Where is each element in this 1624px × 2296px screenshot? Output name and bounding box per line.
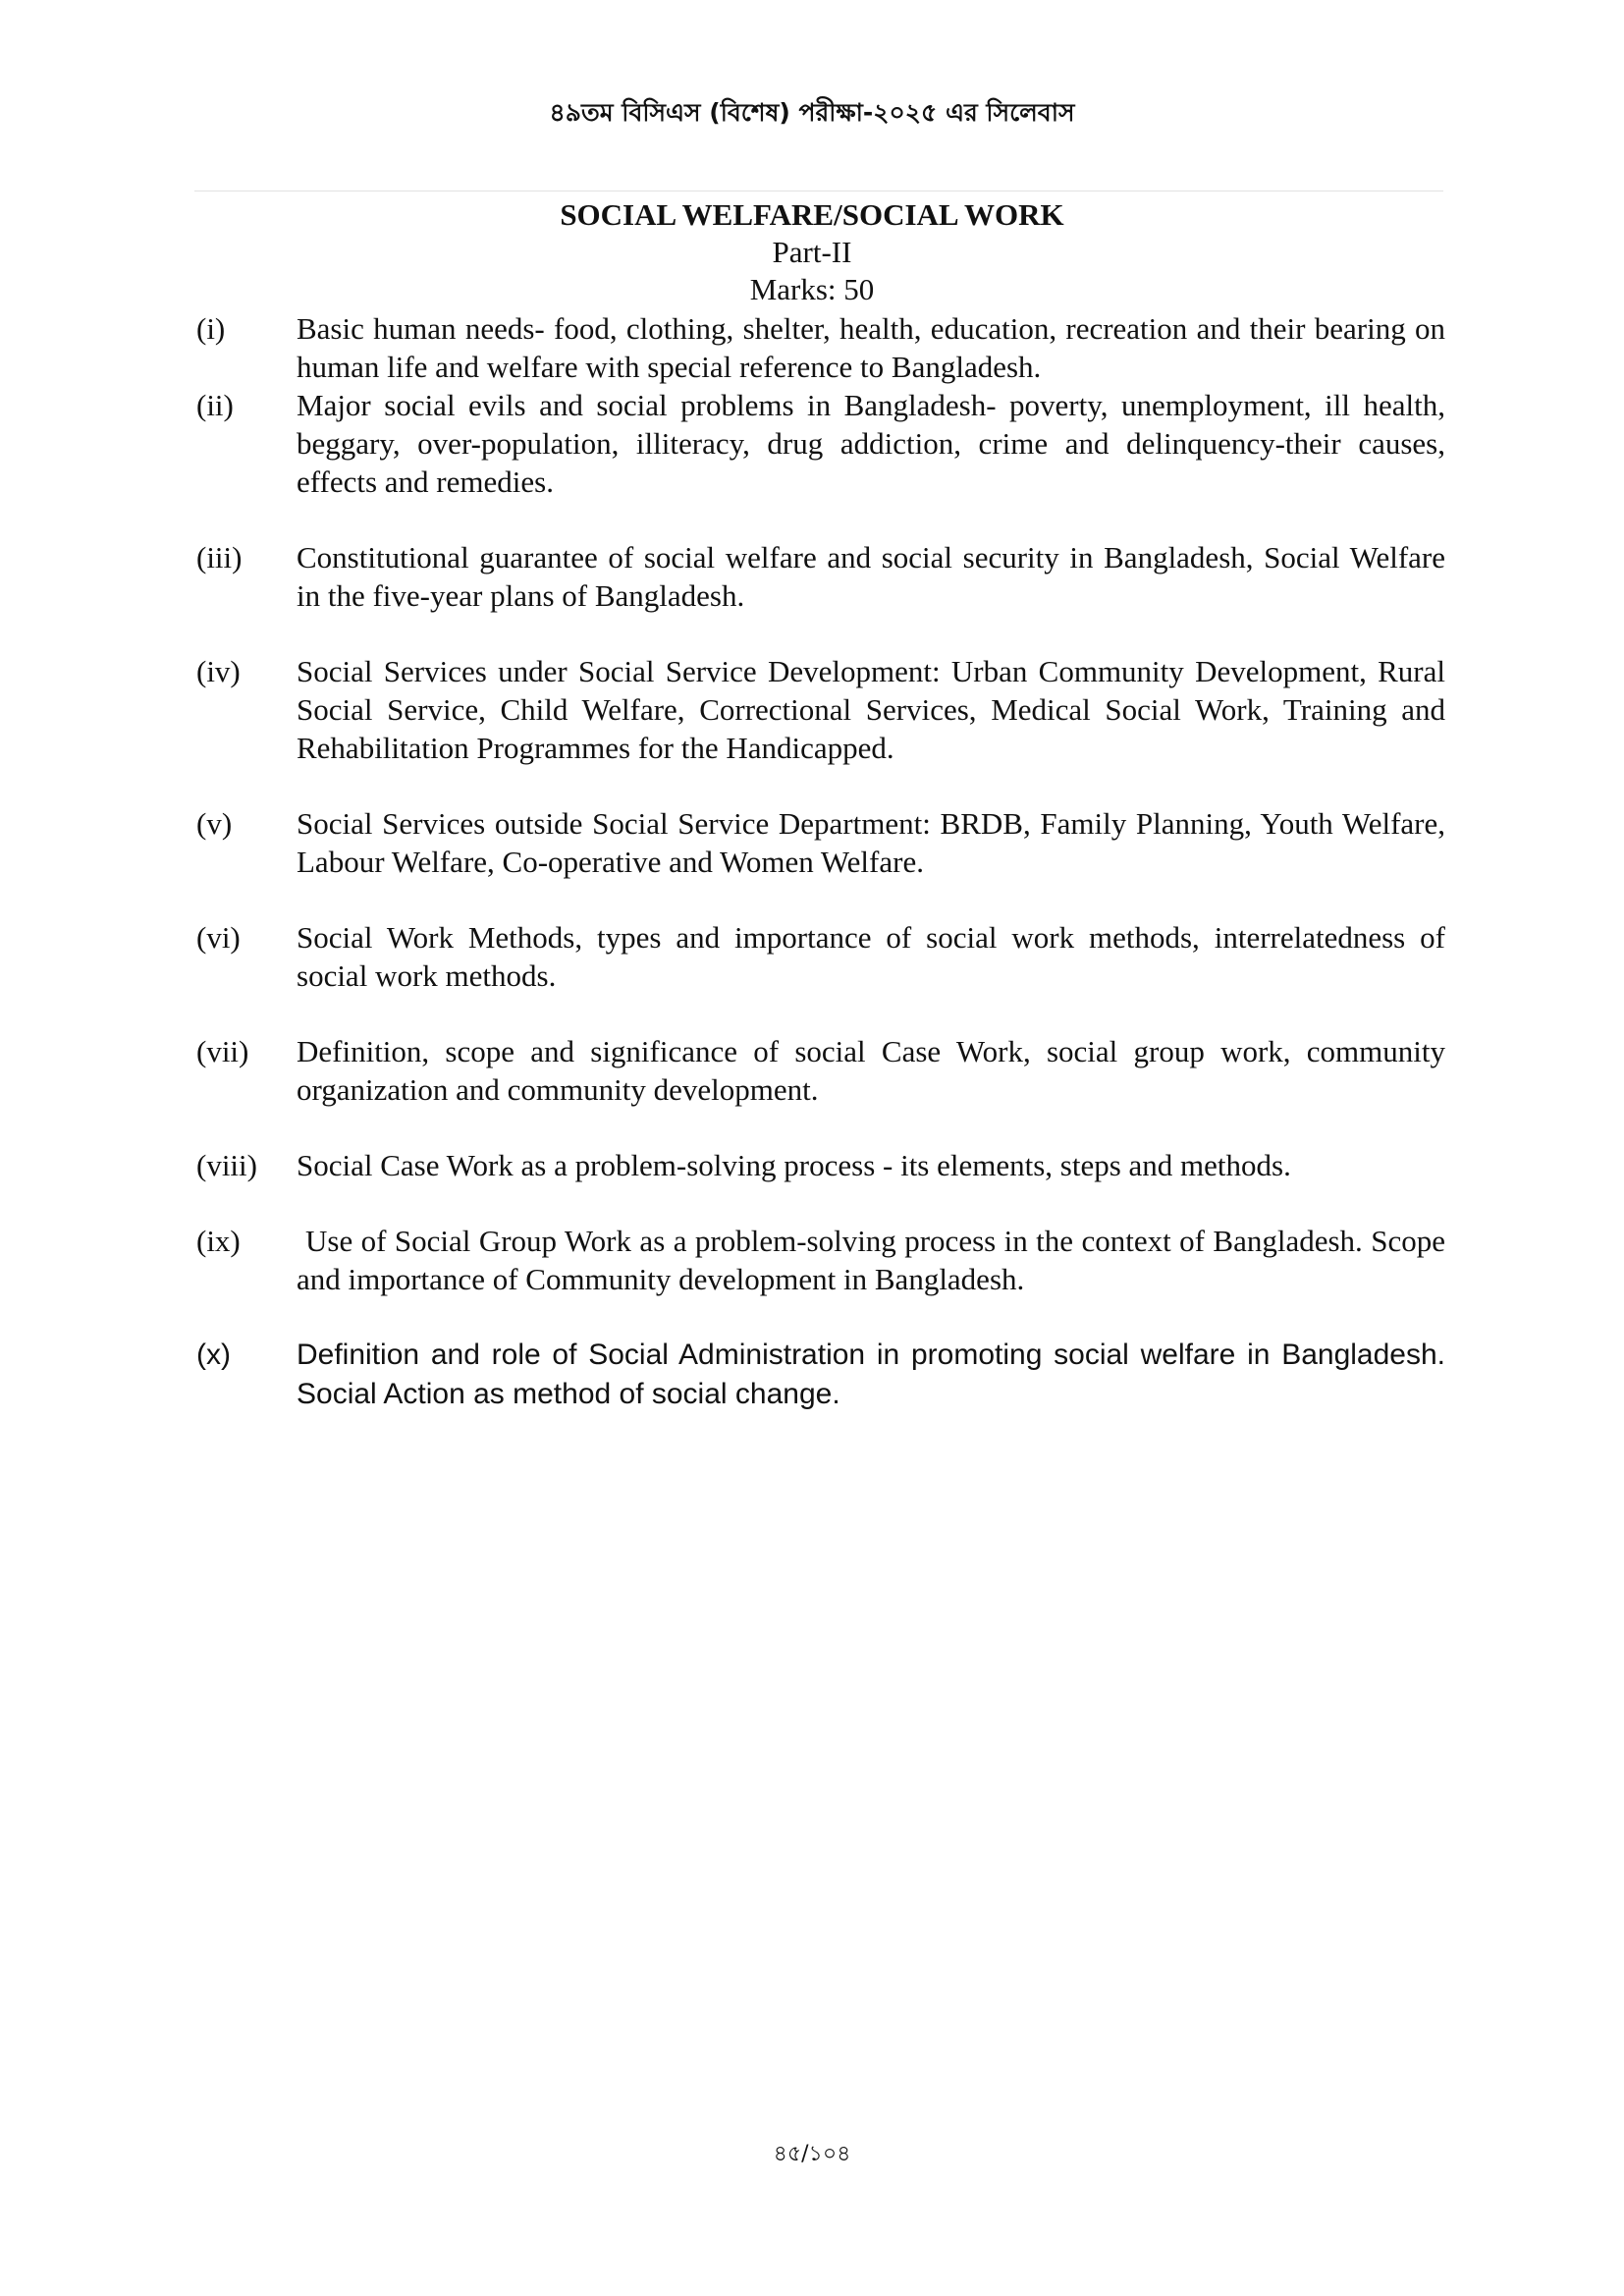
- topic-text: Major social evils and social problems in Bangladesh- poverty, unemployment, ill health, beggary, over-population, illiteracy, drug addiction, crime and delinquency-their causes, effects and remedies.: [297, 388, 1445, 499]
- topic-number: (vii): [196, 1034, 249, 1068]
- page-number: [0, 2140, 1624, 2169]
- topic-text: Definition, scope and significance of social Case Work, social group work, community organization and community development.: [297, 1034, 1445, 1107]
- topic-item: [196, 1146, 1445, 1184]
- topic-item: [196, 1222, 1445, 1298]
- part-label: Part-II: [772, 235, 852, 269]
- topic-item: [196, 1336, 1445, 1414]
- topic-number: (iii): [196, 540, 243, 574]
- topic-text: Social Work Methods, types and importance of social work methods, interrelatedness of social work methods.: [297, 920, 1445, 993]
- topic-item: [196, 1032, 1445, 1109]
- topic-text: Basic human needs- food, clothing, shelter, health, education, recreation and their bearing on human life and welfare with special reference to Bangladesh.: [297, 311, 1445, 384]
- topic-number: (viii): [196, 1148, 257, 1182]
- topic-number: (v): [196, 806, 233, 841]
- header-title: ৪৯তম বিসিএস (বিশেষ) পরীক্ষা-২০২৫ এর সিলেবাস: [549, 98, 1075, 127]
- page-number-text: ৪৫/১০৪: [773, 2142, 851, 2166]
- topic-number: (vi): [196, 920, 241, 955]
- topic-number: (ii): [196, 388, 234, 422]
- topic-item: [196, 804, 1445, 881]
- topic-number: (iv): [196, 654, 241, 688]
- subject-title: SOCIAL WELFARE/SOCIAL WORK: [560, 197, 1064, 232]
- topic-text: Social Services outside Social Service Department: BRDB, Family Planning, Youth Welfare, Labour Welfare, Co-operative and Women Welfare.: [297, 806, 1445, 879]
- topic-item: [196, 309, 1445, 386]
- topic-item: [196, 918, 1445, 995]
- topic-item: [196, 652, 1445, 767]
- topic-text: Definition and role of Social Administration in promoting social welfare in Bangladesh. Social Action as method of social change.: [297, 1339, 1445, 1410]
- topic-number: (ix): [196, 1224, 241, 1258]
- topic-text: Constitutional guarantee of social welfare and social security in Bangladesh, Social Welfare in the five-year plans of Bangladesh.: [297, 540, 1445, 613]
- topic-number: (i): [196, 311, 226, 346]
- topic-number: (x): [196, 1339, 231, 1371]
- topic-text: Social Case Work as a problem-solving process - its elements, steps and methods.: [297, 1148, 1291, 1182]
- page-header: [0, 96, 1624, 130]
- topic-item: [196, 538, 1445, 615]
- section-title-block: [0, 196, 1624, 308]
- topic-text: Use of Social Group Work as a problem-solving process in the context of Bangladesh. Scope and importance of Community development in Bangladesh.: [297, 1224, 1445, 1296]
- topic-text: Social Services under Social Service Development: Urban Community Development, Rural Social Service, Child Welfare, Correctional Services, Medical Social Work, Training and Rehabilitation Programmes for the Handicapped.: [297, 654, 1445, 765]
- marks-label: Marks: 50: [749, 272, 875, 306]
- topic-item: [196, 386, 1445, 501]
- syllabus-topic-list: [196, 309, 1445, 1414]
